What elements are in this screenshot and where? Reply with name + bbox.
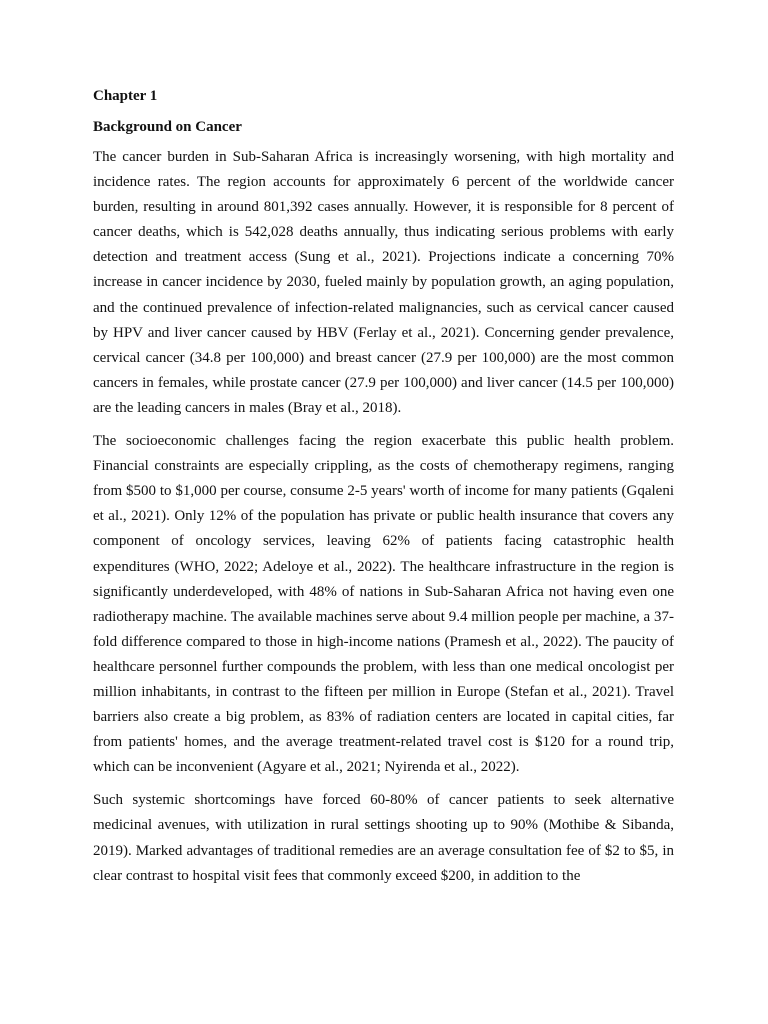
document-page (93, 86, 674, 897)
paragraph-cancer-burden: The cancer burden in Sub-Saharan Africa is increasingly worsening, with high mortality and incidence rates. The region accounts for approximately 6 percent of the worldwide cancer burden, resulting in around 801,392 cases annually. However, it is responsible for 8 percent of cancer deaths, which is 542,028 deaths annually, thus indicating serious problems with early detection and treatment access (Sung et al., 2021). Projections indicate a concerning 70% increase in cancer incidence by 2030, fueled mainly by population growth, an aging population, and the continued prevalence of infection-related malignancies, such as cervical cancer caused by HPV and liver cancer caused by HBV (Ferlay et al., 2021). Concerning gender prevalence, cervical cancer (34.8 per 100,000) and breast cancer (27.9 per 100,000) are the most common cancers in females, while prostate cancer (27.9 per 100,000) and liver cancer (14.5 per 100,000) are the leading cancers in males (Bray et al., 2018). (93, 149, 674, 416)
paragraph-alternative-medicine: Such systemic shortcomings have forced 60-80% of cancer patients to seek alternative medicinal avenues, with utilization in rural settings shooting up to 90% (Mothibe & Sibanda, 2019). Marked advantages of traditional remedies are an average consultation fee of $2 to $5, in clear contrast to hospital visit fees that commonly exceed $200, in addition to the (93, 792, 674, 884)
paragraph-socioeconomic-challenges: The socioeconomic challenges facing the region exacerbate this public health problem. Financial constraints are especially crippling, as the costs of chemotherapy regimens, ranging from $500 to $1,000 per course, consume 2-5 years' worth of income for many patients (Gqaleni et al., 2021). Only 12% of the population has private or public health insurance that covers any component of oncology services, leaving 62% of patients facing catastrophic health expenditures (WHO, 2022; Adeloye et al., 2022). The healthcare infrastructure in the region is significantly underdeveloped, with 48% of nations in Sub-Saharan Africa not having even one radiotherapy machine. The available machines serve about 9.4 million people per machine, a 37-fold difference compared to those in high-income nations (Pramesh et al., 2022). The paucity of healthcare personnel further compounds the problem, with less than one medical oncologist per million inhabitants, in contrast to the fifteen per million in Europe (Stefan et al., 2021). Travel barriers also create a big problem, as 83% of radiation centers are located in capital cities, far from patients' homes, and the average treatment-related travel cost is $120 for a round trip, which can be inconvenient (Agyare et al., 2021; Nyirenda et al., 2022). (93, 433, 674, 776)
chapter-label: Chapter 1 (93, 88, 158, 104)
section-title: Background on Cancer (93, 119, 242, 135)
